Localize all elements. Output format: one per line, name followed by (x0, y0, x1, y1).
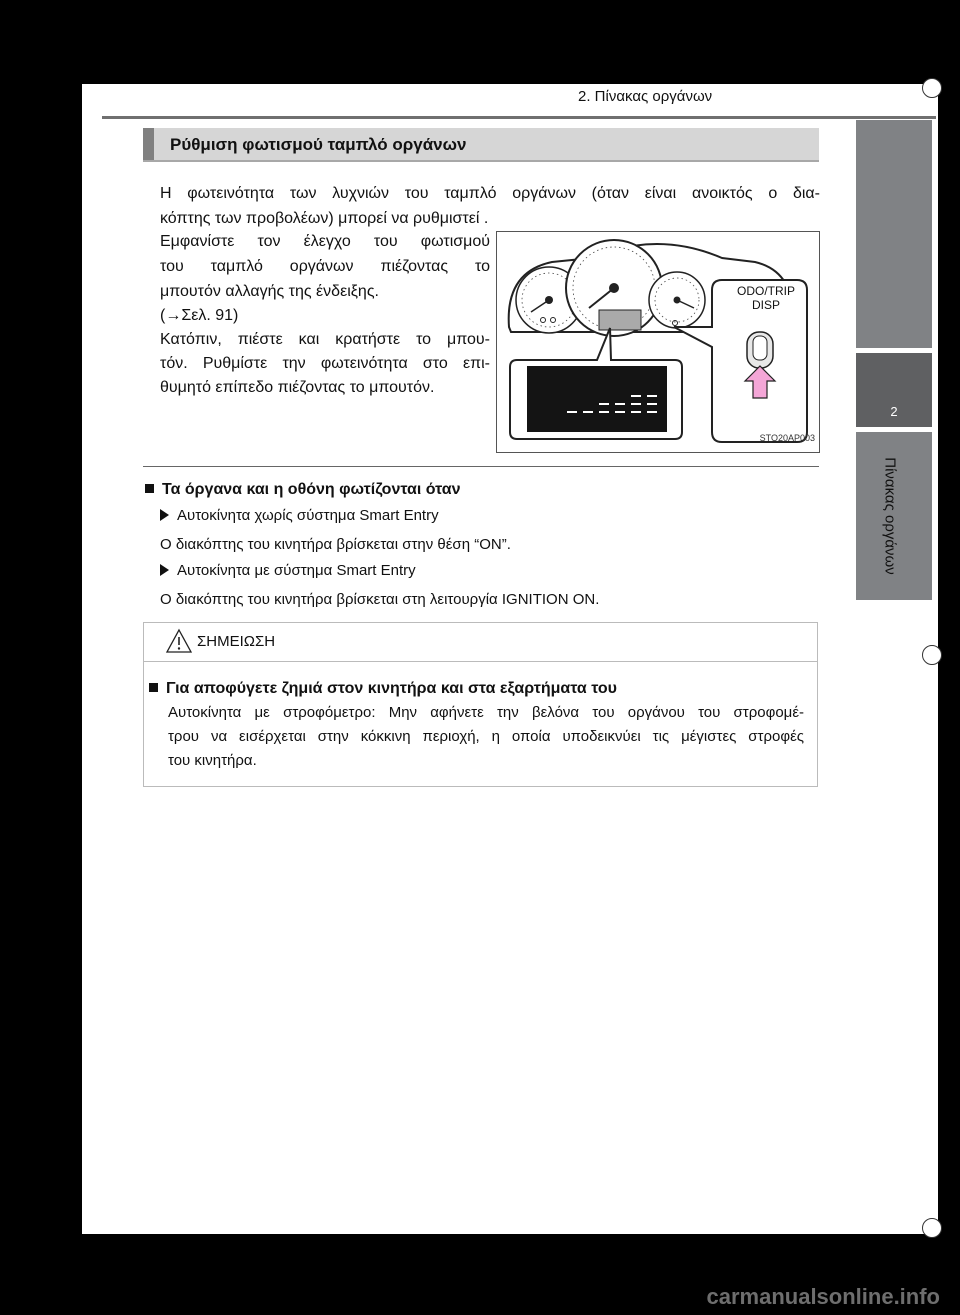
chapter-number: 2 (890, 404, 898, 419)
triangle-bullet-icon (160, 564, 169, 576)
display-callout (510, 328, 682, 439)
notice-text-line: τρου να εισέρχεται στην κόκκινη περιοχή, η οποία υποδεικνύει τις μέγιστες στροφές (168, 728, 804, 745)
notice-header (144, 623, 817, 662)
header-rule (102, 116, 936, 119)
registration-mark-icon (922, 1218, 942, 1238)
instruction-line: θυμητό επίπεδο πιέζοντας το μπουτόν. (160, 379, 435, 396)
page-reference: (→Σελ. 91) (160, 307, 239, 324)
instrument-cluster-illustration (497, 232, 819, 452)
odo-trip-label: ODO/TRIP DISP (736, 284, 795, 312)
condition-item-title: Αυτοκίνητα χωρίς σύστημα Smart Entry (160, 503, 439, 528)
warning-icon (165, 628, 193, 654)
section-title: Ρύθμιση φωτισμού ταμπλό οργάνων (143, 128, 819, 162)
square-bullet-icon (145, 484, 154, 493)
fuel-gauge-icon (649, 272, 705, 328)
notice-heading: Για αποφύγετε ζημιά στον κινητήρα και στα εξαρτήματα του (149, 676, 617, 701)
instruction-line: μπουτόν αλλαγής της ένδειξης. (160, 283, 379, 300)
intro-line-2: κόπτης των προβολέων) μπορεί να ρυθμιστεί . (160, 210, 489, 227)
notice-text-line: του κινητήρα. (168, 752, 257, 769)
section-divider (143, 466, 819, 467)
registration-mark-icon (922, 645, 942, 665)
square-bullet-icon (149, 683, 158, 692)
notice-box (143, 622, 818, 787)
section-title-underline (143, 160, 819, 162)
running-header: 2. Πίνακας οργάνων (578, 88, 713, 105)
instruction-line: τόν. Ρυθμίστε την φωτεινότητα στο επι- (160, 355, 490, 372)
triangle-bullet-icon (160, 509, 169, 521)
figure-code: STO20AP003 (759, 433, 815, 443)
chapter-side-label: Πίνακας οργάνων (881, 457, 899, 575)
instruction-line: του ταμπλό οργάνων πιέζοντας το (160, 258, 490, 275)
instruction-line: Εμφανίστε τον έλεγχο του φωτισμού (160, 233, 490, 250)
instruction-line: Κατόπιν, πιέστε και κρατήστε το μπου- (160, 331, 490, 348)
odo-trip-button-icon (747, 332, 773, 368)
instrument-cluster-figure (496, 231, 820, 453)
notice-text-line: Αυτοκίνητα με στροφόμετρο: Μην αφήνετε την βελόνα του οργάνου του στροφομέ- (168, 704, 804, 721)
side-tab-top (856, 120, 932, 348)
registration-mark-icon (922, 78, 942, 98)
condition-item-text: Ο διακόπτης του κινητήρα βρίσκεται στη λειτουργία IGNITION ON. (160, 591, 600, 608)
condition-item-title: Αυτοκίνητα με σύστημα Smart Entry (160, 558, 416, 583)
notice-label: ΣΗΜΕΙΩΣΗ (197, 633, 276, 650)
speedometer-icon (566, 240, 662, 336)
watermark: carmanualsonline.info (706, 1284, 940, 1309)
intro-line-1: Η φωτεινότητα των λυχνιών του ταμπλό οργάνων (όταν είναι ανοικτός ο δια- (160, 185, 820, 202)
condition-item-text: Ο διακόπτης του κινητήρα βρίσκεται στην θέση “ON”. (160, 536, 511, 553)
side-margin (856, 608, 932, 1228)
conditions-heading: Τα όργανα και η οθόνη φωτίζονται όταν (145, 477, 461, 502)
